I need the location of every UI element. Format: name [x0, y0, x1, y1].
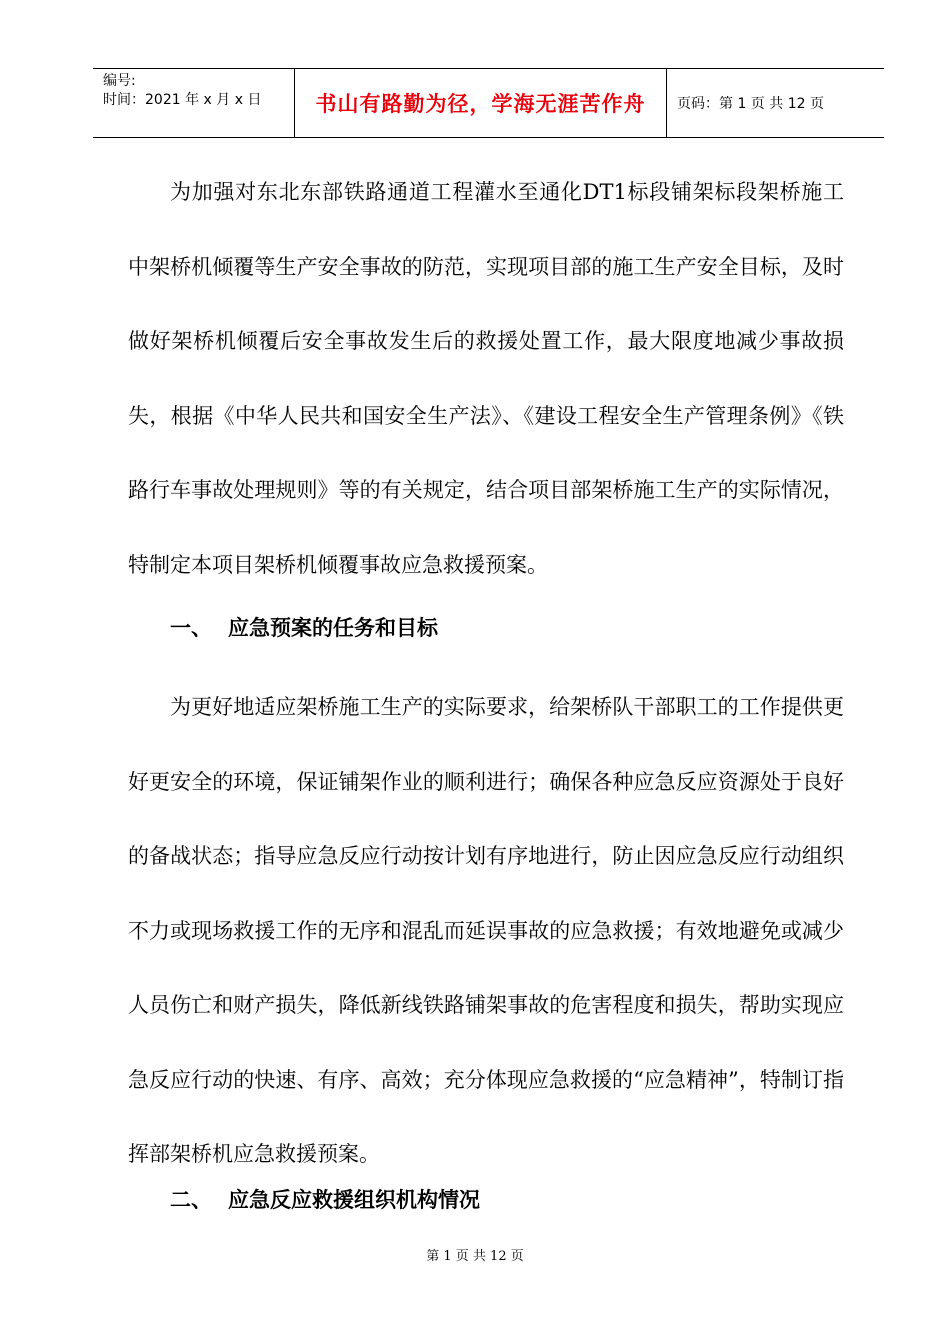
- intro-paragraph: 为加强对东北东部铁路通道工程灌水至通化DT1标段铺架标段架桥施工中架桥机倾覆等生产安全事故的防范，实现项目部的施工生产安全目标，及时做好架桥机倾覆后安全事故发生后的救援处置工作，最大限度地减少事故损失，根据《中华人民共和国安全生产法》、《建设工程安全生产管理条例》《铁路行车事故处理规则》等的有关规定，结合项目部架桥施工生产的实际情况，特制定本项目架桥机倾覆事故应急救援预案。: [128, 180, 844, 577]
- section-heading-1: [170, 612, 438, 642]
- document-code-label: 编号:: [103, 73, 136, 89]
- page-footer: 第 1 页 共 12 页: [426, 1249, 524, 1264]
- document-time-label: 时间：2021 年 x 月 x 日: [103, 92, 262, 108]
- header-meta-cell: [93, 69, 295, 137]
- header-page-info: 页码：第 1 页 共 12 页: [677, 96, 824, 112]
- section-number-1: 一、: [170, 616, 212, 640]
- section1-paragraph: 为更好地适应架桥施工生产的实际要求，给架桥队干部职工的工作提供更好更安全的环境，保证铺架作业的顺利进行；确保各种应急反应资源处于良好的备战状态；指导应急反应行动按计划有序地进行，防止因应急反应行动组织不力或现场救援工作的无序和混乱而延误事故的应急救援；有效地避免或减少人员伤亡和财产损失，降低新线铁路铺架事故的危害程度和损失，帮助实现应急反应行动的快速、有序、高效；充分体现应急救援的“应急精神”，特制订指挥部架桥机应急救援预案。: [128, 695, 844, 1166]
- section-heading-2: [170, 1184, 480, 1214]
- document-header: [93, 68, 884, 138]
- section-title-2: 应急反应救援组织机构情况: [228, 1188, 480, 1212]
- header-motto-cell: [295, 69, 667, 137]
- header-page-cell: [667, 69, 884, 137]
- section-number-2: 二、: [170, 1188, 212, 1212]
- section-title-1: 应急预案的任务和目标: [228, 616, 438, 640]
- header-motto: 书山有路勤为径，学海无涯苦作舟: [315, 92, 646, 116]
